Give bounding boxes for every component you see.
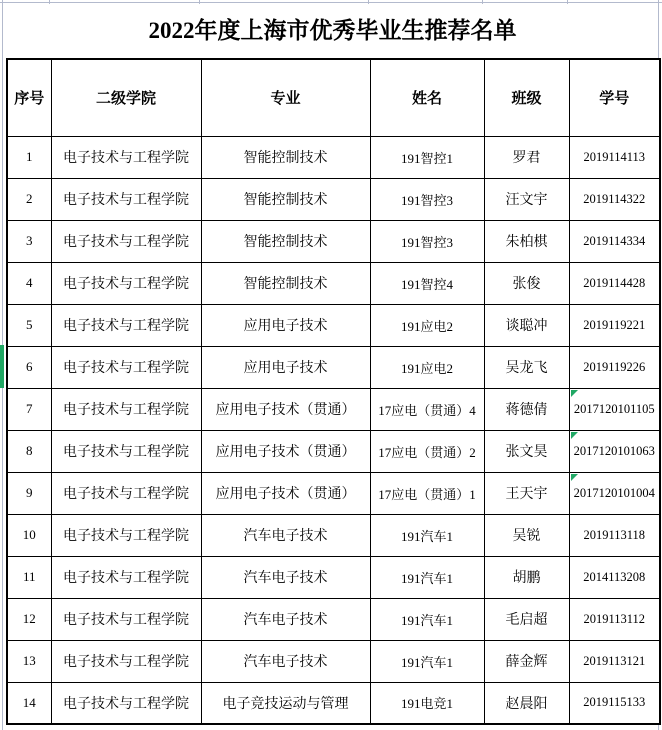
- cell-text: 汽车电子技术: [243, 655, 328, 670]
- error-flag-icon: [571, 390, 578, 397]
- cell-college: [51, 472, 201, 514]
- cell-class_name: [370, 220, 484, 262]
- cell-class_name: [370, 304, 484, 346]
- cell-text: 17应电（贯通）2: [378, 444, 476, 460]
- cell-text: 191汽车1: [400, 528, 453, 544]
- cell-student_id: [569, 514, 660, 556]
- cell-name: [484, 136, 569, 178]
- col-header-class: 班级: [484, 59, 569, 136]
- cell-text: 吴锐: [512, 529, 541, 544]
- cell-text: 4: [26, 275, 33, 290]
- cell-name: [484, 514, 569, 556]
- cell-name: [484, 304, 569, 346]
- cell-major: [201, 430, 370, 472]
- col-header-major: 专业: [201, 59, 370, 136]
- cell-no: [7, 220, 51, 262]
- cell-text: 13: [22, 653, 36, 668]
- cell-name: [484, 598, 569, 640]
- cell-text: 电子技术与工程学院: [63, 487, 189, 502]
- error-flag-icon: [571, 432, 578, 439]
- cell-text: 薛金辉: [505, 655, 548, 670]
- cell-no: [7, 262, 51, 304]
- cell-text: 智能控制技术: [243, 151, 328, 166]
- cell-name: [484, 262, 569, 304]
- cell-text: 191汽车1: [400, 654, 453, 670]
- cell-college: [51, 220, 201, 262]
- cell-class_name: [370, 556, 484, 598]
- cell-class_name: [370, 136, 484, 178]
- cell-college: [51, 430, 201, 472]
- cell-text: 电子技术与工程学院: [63, 613, 189, 628]
- cell-no: [7, 304, 51, 346]
- cell-text: 7: [26, 401, 33, 416]
- cell-text: 191智控3: [400, 234, 453, 250]
- cell-text: 2017120101004: [573, 485, 655, 500]
- cell-major: [201, 556, 370, 598]
- cell-text: 2019114334: [583, 233, 646, 248]
- grid-column-stub: [2, 0, 3, 4]
- cell-major: [201, 262, 370, 304]
- cell-text: 应用电子技术: [243, 319, 328, 334]
- cell-student_id: [569, 472, 660, 514]
- cell-name: [484, 178, 569, 220]
- cell-class_name: [370, 472, 484, 514]
- row-selection-marker: [0, 345, 4, 388]
- cell-major: [201, 388, 370, 430]
- cell-college: [51, 136, 201, 178]
- cell-text: 电子技术与工程学院: [63, 235, 189, 250]
- cell-text: 2019114113: [583, 149, 646, 164]
- cell-class_name: [370, 346, 484, 388]
- cell-text: 191汽车1: [400, 612, 453, 628]
- table-row: [7, 598, 660, 640]
- table-row: [7, 682, 660, 724]
- cell-text: 智能控制技术: [243, 235, 328, 250]
- cell-no: [7, 388, 51, 430]
- cell-text: 电子技术与工程学院: [63, 361, 189, 376]
- cell-text: 8: [26, 443, 33, 458]
- cell-class_name: [370, 262, 484, 304]
- cell-text: 电子技术与工程学院: [63, 655, 189, 670]
- cell-text: 2019113121: [583, 653, 646, 668]
- table-row: [7, 136, 660, 178]
- cell-student_id: [569, 430, 660, 472]
- cell-text: 汽车电子技术: [243, 613, 328, 628]
- cell-class_name: [370, 178, 484, 220]
- cell-college: [51, 514, 201, 556]
- cell-college: [51, 388, 201, 430]
- cell-text: 6: [26, 359, 33, 374]
- cell-text: 电子技术与工程学院: [63, 445, 189, 460]
- col-header-student-id: 学号: [569, 59, 660, 136]
- cell-text: 2017120101105: [573, 401, 655, 416]
- cell-text: 191智控4: [400, 276, 453, 292]
- cell-text: 3: [26, 233, 33, 248]
- cell-major: [201, 598, 370, 640]
- cell-class_name: [370, 388, 484, 430]
- page-title: 2022年度上海市优秀毕业生推荐名单: [148, 18, 517, 43]
- cell-college: [51, 304, 201, 346]
- table-row: [7, 556, 660, 598]
- cell-name: [484, 346, 569, 388]
- cell-text: 10: [22, 527, 36, 542]
- cell-student_id: [569, 178, 660, 220]
- cell-text: 电子竞技运动与管理: [222, 696, 349, 712]
- cell-text: 2019113112: [583, 611, 646, 626]
- cell-text: 191电竞1: [400, 696, 453, 712]
- cell-major: [201, 640, 370, 682]
- cell-text: 汽车电子技术: [243, 529, 328, 544]
- cell-class_name: [370, 430, 484, 472]
- cell-no: [7, 136, 51, 178]
- cell-college: [51, 640, 201, 682]
- cell-text: 17应电（贯通）1: [378, 486, 476, 502]
- cell-text: 张俊: [512, 277, 541, 292]
- cell-text: 张文昊: [505, 445, 548, 460]
- cell-student_id: [569, 304, 660, 346]
- cell-college: [51, 598, 201, 640]
- cell-text: 电子技术与工程学院: [63, 151, 189, 166]
- cell-name: [484, 472, 569, 514]
- cell-text: 2019119221: [583, 317, 646, 332]
- cell-name: [484, 220, 569, 262]
- cell-student_id: [569, 598, 660, 640]
- cell-text: 2019114428: [583, 275, 646, 290]
- cell-text: 蒋德倩: [505, 403, 548, 418]
- cell-text: 191应电2: [400, 318, 453, 334]
- cell-text: 2019115133: [583, 695, 646, 710]
- cell-text: 应用电子技术（贯通）: [215, 403, 356, 418]
- cell-text: 电子技术与工程学院: [63, 193, 189, 208]
- cell-student_id: [569, 136, 660, 178]
- cell-name: [484, 682, 569, 724]
- cell-name: [484, 556, 569, 598]
- cell-text: 2: [26, 191, 33, 206]
- cell-text: 电子技术与工程学院: [63, 696, 189, 712]
- cell-class_name: [370, 598, 484, 640]
- graduates-table: [6, 58, 661, 725]
- table-row: [7, 472, 660, 514]
- cell-student_id: [569, 556, 660, 598]
- cell-text: 191智控1: [400, 150, 453, 166]
- cell-college: [51, 556, 201, 598]
- cell-no: [7, 682, 51, 724]
- cell-text: 191智控3: [400, 192, 453, 208]
- table-row: [7, 388, 660, 430]
- cell-text: 赵晨阳: [505, 696, 548, 712]
- cell-text: 1: [26, 149, 33, 164]
- cell-major: [201, 178, 370, 220]
- col-header-name: 姓名: [370, 59, 484, 136]
- header-row: [7, 59, 660, 136]
- cell-text: 电子技术与工程学院: [63, 403, 189, 418]
- cell-text: 罗君: [512, 151, 541, 166]
- cell-text: 谈聪冲: [505, 319, 548, 334]
- cell-text: 电子技术与工程学院: [63, 571, 189, 586]
- cell-text: 电子技术与工程学院: [63, 277, 189, 292]
- cell-major: [201, 514, 370, 556]
- cell-text: 朱柏棋: [505, 235, 548, 250]
- cell-no: [7, 472, 51, 514]
- table-body: [7, 136, 660, 724]
- cell-college: [51, 346, 201, 388]
- cell-text: 智能控制技术: [243, 277, 328, 292]
- col-header-college: 二级学院: [51, 59, 201, 136]
- cell-text: 毛启超: [505, 613, 548, 628]
- cell-student_id: [569, 682, 660, 724]
- cell-college: [51, 178, 201, 220]
- cell-no: [7, 430, 51, 472]
- table-row: [7, 178, 660, 220]
- cell-text: 191应电2: [400, 360, 453, 376]
- cell-student_id: [569, 640, 660, 682]
- cell-no: [7, 514, 51, 556]
- cell-text: 智能控制技术: [243, 193, 328, 208]
- table-row: [7, 346, 660, 388]
- cell-name: [484, 388, 569, 430]
- cell-no: [7, 178, 51, 220]
- table-row: [7, 304, 660, 346]
- cell-text: 吴龙飞: [505, 361, 548, 376]
- cell-major: [201, 220, 370, 262]
- cell-class_name: [370, 682, 484, 724]
- cell-class_name: [370, 514, 484, 556]
- error-flag-icon: [571, 474, 578, 481]
- cell-text: 2019114322: [583, 191, 646, 206]
- cell-text: 胡鹏: [512, 571, 541, 586]
- table-row: [7, 640, 660, 682]
- cell-major: [201, 472, 370, 514]
- cell-text: 汽车电子技术: [243, 571, 328, 586]
- cell-college: [51, 262, 201, 304]
- col-header-no: 序号: [7, 59, 51, 136]
- cell-text: 2019119226: [583, 359, 646, 374]
- cell-no: [7, 598, 51, 640]
- cell-text: 电子技术与工程学院: [63, 319, 189, 334]
- cell-text: 汪文宇: [505, 193, 548, 208]
- cell-text: 17应电（贯通）4: [378, 402, 476, 418]
- cell-no: [7, 346, 51, 388]
- cell-class_name: [370, 640, 484, 682]
- cell-text: 应用电子技术（贯通）: [215, 445, 356, 460]
- cell-text: 12: [22, 611, 36, 626]
- cell-text: 2019113118: [583, 527, 646, 542]
- cell-text: 王天宇: [505, 487, 548, 502]
- cell-student_id: [569, 262, 660, 304]
- cell-text: 应用电子技术（贯通）: [215, 487, 356, 502]
- cell-student_id: [569, 346, 660, 388]
- cell-text: 电子技术与工程学院: [63, 529, 189, 544]
- cell-text: 5: [26, 317, 33, 332]
- cell-college: [51, 682, 201, 724]
- cell-text: 2017120101063: [573, 443, 655, 458]
- table-row: [7, 514, 660, 556]
- table-row: [7, 430, 660, 472]
- cell-name: [484, 430, 569, 472]
- cell-student_id: [569, 220, 660, 262]
- cell-name: [484, 640, 569, 682]
- cell-text: 14: [22, 694, 36, 710]
- cell-text: 2014113208: [583, 569, 646, 584]
- table-row: [7, 220, 660, 262]
- cell-major: [201, 136, 370, 178]
- table-row: [7, 262, 660, 304]
- cell-major: [201, 682, 370, 724]
- cell-text: 191汽车1: [400, 570, 453, 586]
- cell-text: 应用电子技术: [243, 361, 328, 376]
- cell-text: 11: [22, 569, 36, 584]
- cell-text: 9: [26, 485, 33, 500]
- cell-student_id: [569, 388, 660, 430]
- cell-major: [201, 346, 370, 388]
- cell-no: [7, 556, 51, 598]
- cell-no: [7, 640, 51, 682]
- cell-major: [201, 304, 370, 346]
